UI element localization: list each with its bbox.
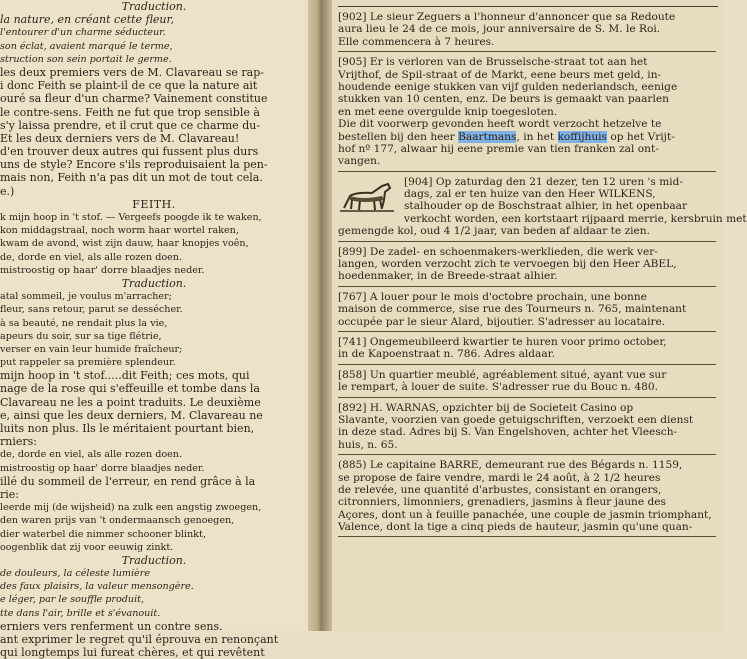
text-line: de, dorde en viel, als alle rozen doen. — [0, 251, 183, 263]
text-line: oogenblik dat zij voor eeuwig zinkt. — [0, 541, 174, 553]
ad-line: le rempart, à louer de suite. S'adresser rue du Bouc n. 480. — [338, 381, 658, 394]
text-line: luits non plus. Ils le méritaient pourtant bien, — [0, 422, 255, 435]
highlighted-word: koffijhuis — [557, 130, 607, 143]
text-line: mijn hoop in 't stof.....dit Feith; ces mots, qui — [0, 369, 250, 383]
text-line: FEITH. — [132, 197, 176, 211]
ad-line: huis, n. 65. — [338, 438, 398, 451]
text-line: son éclat, avaient marqué le terme, — [0, 40, 173, 52]
ad-line: [858] Un quartier meublé, agréablement situé, ayant vue sur — [338, 368, 667, 381]
text-line: kon middagstraal, noch worm haar wortel raken, — [0, 225, 239, 237]
text-line: e.) — [0, 184, 15, 198]
ad-line: Valence, dont la tige a cinq pieds de hauteur, jasmin qu'une quan- — [338, 521, 693, 534]
horse-illustration — [338, 178, 398, 216]
text-line: put rappeler sa première splendeur. — [0, 357, 176, 369]
text-line: ant exprimer le regret qu'il éprouva en renonçant — [0, 633, 279, 646]
text-line: den waren prijs van 't ondermaansch genoegen, — [0, 515, 235, 527]
ad-line: [767] A louer pour le mois d'octobre prochain, une bonne — [338, 290, 647, 303]
text-line: l'entourer d'un charme séducteur. — [0, 27, 166, 39]
ad-line: (885) Le capitaine BARRE, demeurant rue des Bégards n. 1159, — [338, 459, 683, 472]
ad-line: [892] H. WARNAS, opzichter bij de Societeit Casino op — [338, 401, 634, 414]
text-line: rniers: — [0, 435, 37, 449]
text-line: leerde mij (de wijsheid) na zulk een angstig zwoegen, — [0, 502, 262, 514]
ad-text-fragment: , in het — [516, 130, 558, 143]
ad-line: [741] Ongemeubileerd kwartier te huren voor primo october, — [338, 335, 667, 348]
text-line: atal sommeil, je voulus m'arracher; — [0, 291, 172, 303]
book-gutter — [308, 0, 332, 631]
ad-line: [905] Er is verloren van de Brusselsche-straat tot aan het — [338, 56, 648, 69]
ad-line: vangen. — [338, 155, 381, 168]
ad-line: de relevée, une quantité d'arbustes, consistant en orangers, — [338, 483, 662, 496]
text-line: apeurs du soir, sur sa tige flétrie, — [0, 330, 162, 342]
ad-line: in deze stad. Adres bij S. Van Engelshoven, achter het Vleesch- — [338, 426, 678, 439]
ad-line: in de Kapoenstraat n. 786. Adres aldaar. — [338, 348, 555, 361]
ad-line: hof nº 177, alwaar hij eene premie van tien franken zal ont- — [338, 142, 659, 155]
ad-line: citronniers, limonniers, grenadiers, jasmins à fleur jaune des — [338, 496, 666, 509]
text-line: d'en trouver deux autres qui fussent plus durs — [0, 145, 259, 159]
ad-line: houdende eenige stukken van vijf gulden nederlandsch, eenige — [338, 80, 678, 93]
ad-line: occupée par le sieur Alard, bijoutier. S'adresser au locataire. — [338, 315, 666, 328]
ad-line: maison de commerce, sise rue des Tourneurs n. 765, maintenant — [338, 303, 687, 316]
ad-line: Açores, dont un à feuille panachée, une couple de jasmin triomphant, — [338, 508, 712, 521]
text-line: erniers vers renferment un contre sens. — [0, 619, 223, 633]
text-line: nage de la rose qui s'effeuille et tombe dans la — [0, 382, 260, 396]
text-line: de douleurs, la céleste lumière — [0, 568, 150, 580]
text-line: illé du sommeil de l'erreur, en rend grâce à la — [0, 474, 256, 488]
advertisement — [338, 7, 716, 52]
right-page-advertisements — [332, 0, 747, 631]
text-line: Clavareau ne les a point traduits. Le deuxième — [0, 395, 261, 409]
text-line: rie: — [0, 487, 19, 501]
text-line: dier waterbel die nimmer schooner blinkt, — [0, 528, 206, 540]
text-line: la nature, en créant cette fleur, — [0, 13, 175, 27]
ad-line: stukken van 10 centen, enz. De beurs is gemaakt van paarlen — [338, 93, 669, 106]
advertisement — [338, 455, 716, 537]
advertisement — [338, 365, 716, 398]
ad-line: Die dit voorwerp gevonden heeft wordt verzocht hetzelve te — [338, 118, 662, 131]
text-line: i donc Feith se plaint-il de ce que la nature ait — [0, 79, 258, 93]
text-line: k mijn hoop in 't stof. — Vergeefs poogde ik te waken, — [0, 212, 262, 223]
advertisement — [338, 287, 716, 332]
text-line: mais non, Feith n'a pas dit un mot de tout cela. — [0, 171, 263, 185]
ad-line: verkocht worden, een kortstaart rijpaard merrie, kersbruin met — [404, 212, 747, 225]
text-line: uns de style? Encore s'ils reproduisaient la pen- — [0, 158, 268, 172]
ad-line: stalhouder op de Boschstraat alhier, in het openbaar — [404, 200, 688, 213]
text-line: Traduction. — [121, 553, 187, 567]
ad-line: gemengde kol, oud 4 1/2 jaar, van beden af aldaar te zien. — [338, 225, 650, 238]
ad-line: hoedenmaker, in de Breede-straat alhier. — [338, 270, 558, 283]
advertisement — [338, 172, 747, 242]
highlighted-word: Baartmans — [458, 130, 517, 143]
ad-text-fragment: bestellen bij den heer — [338, 130, 459, 143]
text-line: verser en vain leur humide fraîcheur; — [0, 343, 183, 355]
left-page-column — [0, 0, 308, 659]
text-line: e, ainsi que les deux derniers, M. Clavareau ne — [0, 408, 263, 422]
advertisement — [338, 242, 716, 287]
ad-line: en met eene overgulde knip toegesloten. — [338, 105, 558, 118]
ad-line: Vrijthof, de Spil-straat of de Markt, eene beurs met geld, in- — [338, 68, 662, 81]
ad-line-highlighted — [338, 131, 716, 143]
ad-text-fragment: op het Vrijt- — [606, 130, 675, 143]
text-line: des faux plaisirs, la valeur mensongère. — [0, 581, 194, 593]
advertisement — [338, 52, 716, 172]
text-line: les deux premiers vers de M. Clavareau se rap- — [0, 65, 264, 79]
ad-line: dags, zal er ten huize van den Heer WILKENS, — [404, 188, 656, 201]
text-line: Traduction. — [121, 0, 187, 13]
text-line: de, dorde en viel, als alle rozen doen. — [0, 449, 183, 461]
ad-line: [902] Le sieur Zeguers a l'honneur d'annoncer que sa Redoute — [338, 11, 676, 23]
ad-line: se propose de faire vendre, mardi le 24 août, à 2 1/2 heures — [338, 471, 661, 484]
text-line: mistroostig op haar' dorre blaadjes neder. — [0, 462, 205, 474]
text-line: à sa beauté, ne rendait plus la vie, — [0, 317, 168, 329]
text-line: e léger, par le souffle produit, — [0, 594, 145, 606]
ad-line: langen, worden verzocht zich te vervoegen bij den Heer ABEL, — [338, 258, 677, 271]
text-line: qui longtemps lui fureat chères, et qui revêtent — [0, 646, 265, 659]
text-line: s'y laissa prendre, et il crut que ce charme du- — [0, 118, 261, 132]
text-line: tte dans l'air, brille et s'évanouit. — [0, 607, 161, 619]
ad-line: [904] Op zaturdag den 21 dezer, ten 12 uren 's mid- — [404, 175, 684, 188]
text-line: mistroostig op haar' dorre blaadjes neder. — [0, 264, 205, 276]
ad-line: Elle commencera à 7 heures. — [338, 35, 495, 48]
text-line: Et les deux derniers vers de M. Clavareau! — [0, 131, 240, 145]
text-line: ouré sa fleur d'un charme? Vainement constitue — [0, 92, 268, 106]
ad-line: Slavante, voorzien van goede getuigschriften, verzoekt een dienst — [338, 413, 694, 426]
text-line: Traduction. — [121, 276, 187, 290]
ad-line: aura lieu le 24 de ce mois, jour anniversaire de S. M. le Roi. — [338, 23, 661, 36]
text-line: le contre-sens. Feith ne fut que trop sensible à — [0, 105, 260, 119]
text-line: kwam de avond, wist zijn dauw, haar knopjes voên, — [0, 238, 249, 250]
text-line: fleur, sans retour, parut se dessécher. — [0, 304, 183, 316]
ad-line: [899] De zadel- en schoenmakers-werklieden, die werk ver- — [338, 245, 658, 258]
advertisement — [338, 398, 716, 456]
advertisement — [338, 332, 716, 365]
text-line: struction son sein portait le germe. — [0, 53, 172, 65]
